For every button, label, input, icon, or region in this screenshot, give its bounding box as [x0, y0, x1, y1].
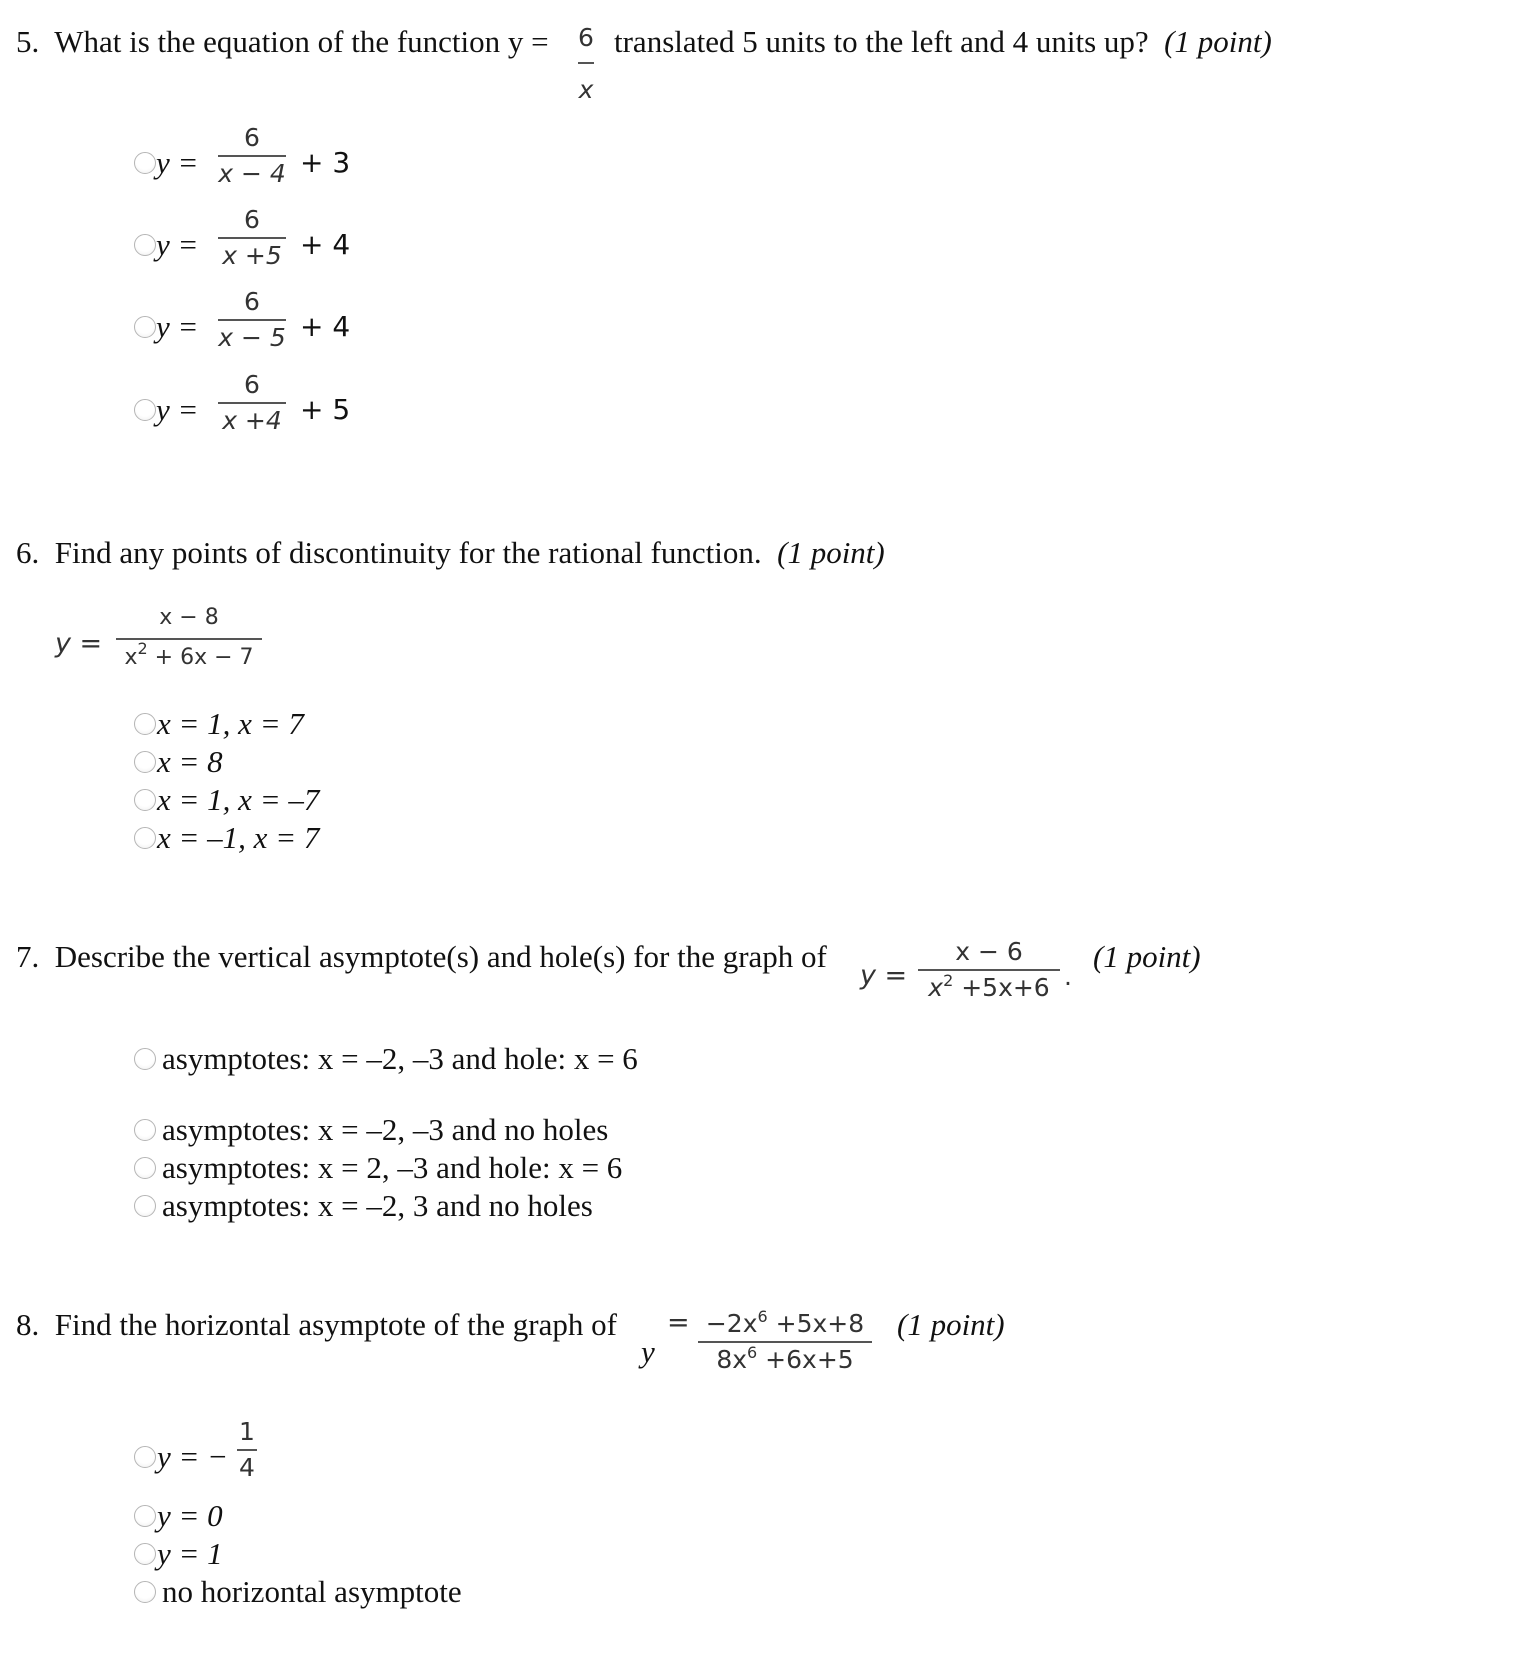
- fraction-denominator: [716, 1343, 854, 1374]
- fraction-bar: [237, 1449, 257, 1451]
- fraction-denominator: x +4: [222, 406, 282, 435]
- den-exponent: 6: [747, 1343, 758, 1362]
- fraction-denominator: x +5: [222, 241, 282, 270]
- question-text: Describe the vertical asymptote(s) and hole(s) for the graph of: [54, 939, 827, 974]
- equation-equals: =: [667, 1307, 690, 1338]
- option-fraction: [237, 1418, 257, 1482]
- equation-lhs: y =: [55, 628, 103, 659]
- points-label: (1 point): [897, 1307, 1005, 1342]
- den-base: x: [124, 645, 138, 670]
- num-exponent: 6: [757, 1307, 768, 1326]
- fraction-bar: [918, 969, 1060, 971]
- question-number: 8.: [16, 1307, 40, 1342]
- option-label: asymptotes: x = –2, –3 and hole: x = 6: [162, 1041, 638, 1076]
- option-label: asymptotes: x = 2, –3 and hole: x = 6: [162, 1150, 623, 1185]
- option-label: x = 8: [157, 744, 223, 779]
- points-label: (1 point): [1093, 939, 1201, 974]
- option-fraction: [218, 371, 286, 435]
- fraction-bar: [698, 1341, 872, 1343]
- equation-fraction: [918, 938, 1060, 1002]
- option-label: x = 1, x = –7: [157, 782, 320, 817]
- radio-q7-option-1[interactable]: [134, 1048, 156, 1070]
- num-term: −2x: [705, 1309, 758, 1338]
- fraction-numerator: [705, 1307, 865, 1338]
- fraction-bar: [218, 155, 286, 157]
- fraction-numerator: 1: [239, 1417, 255, 1446]
- radio-q5-option-2[interactable]: [134, 234, 156, 256]
- option-lhs-text: y =: [156, 392, 199, 427]
- option-rhs: + 5: [300, 393, 351, 426]
- fraction-bar: [578, 62, 594, 64]
- question-number: 7.: [16, 939, 40, 974]
- question-text: Find any points of discontinuity for the rational function.: [54, 535, 762, 570]
- option-label: asymptotes: x = –2, 3 and no holes: [162, 1188, 593, 1223]
- option-lhs-text: y =: [156, 309, 199, 344]
- den-term: 8x: [716, 1345, 748, 1374]
- question-7-prompt: [16, 939, 827, 975]
- equation-fraction: [116, 604, 262, 672]
- option-fraction: [218, 288, 286, 352]
- option-lhs-text: y =: [156, 227, 199, 262]
- radio-q8-option-2[interactable]: [134, 1505, 156, 1527]
- den-base: x: [928, 973, 944, 1002]
- fraction-denominator: 4: [239, 1453, 255, 1482]
- radio-q8-option-3[interactable]: [134, 1543, 156, 1565]
- den-rest: + 6x − 7: [147, 645, 254, 670]
- radio-q8-option-1[interactable]: [134, 1446, 156, 1468]
- num-rest: +5x+8: [767, 1309, 865, 1338]
- radio-q5-option-1[interactable]: [134, 152, 156, 174]
- points-label: (1 point): [777, 535, 885, 570]
- radio-q6-option-2[interactable]: [134, 751, 156, 773]
- question-5-prompt: [16, 24, 549, 60]
- question-text-cont: translated 5 units to the left and 4 units up?: [614, 24, 1149, 59]
- question-5-prompt-cont: [614, 24, 1272, 60]
- option-fraction: [218, 124, 286, 188]
- equation-fraction: [698, 1307, 872, 1374]
- question-text: What is the equation of the function y =: [54, 24, 549, 59]
- fraction-bar: [218, 237, 286, 239]
- option-lhs: y = −: [157, 1439, 229, 1474]
- fraction-bar: [218, 402, 286, 404]
- question-text: Find the horizontal asymptote of the graph of: [54, 1307, 617, 1342]
- option-lhs: [156, 392, 198, 428]
- option-lhs-text: y =: [156, 145, 199, 180]
- radio-q6-option-3[interactable]: [134, 789, 156, 811]
- question-number: 6.: [16, 535, 40, 570]
- fraction-denominator: [928, 971, 1050, 1002]
- radio-q8-option-4[interactable]: [134, 1581, 156, 1603]
- option-fraction: [218, 206, 286, 270]
- option-label: no horizontal asymptote: [162, 1574, 462, 1609]
- den-rest: +6x+5: [757, 1345, 854, 1374]
- fraction-numerator: 6: [244, 370, 260, 399]
- question-number: 5.: [16, 24, 40, 59]
- fraction-denominator: x − 4: [218, 159, 286, 188]
- radio-q7-option-2[interactable]: [134, 1119, 156, 1141]
- radio-q7-option-3[interactable]: [134, 1157, 156, 1179]
- radio-q6-option-4[interactable]: [134, 827, 156, 849]
- option-lhs: [156, 227, 198, 263]
- fraction-numerator: 6: [244, 205, 260, 234]
- equation-period: .: [1064, 962, 1072, 991]
- points-label: (1 point): [1164, 24, 1272, 59]
- fraction-bar: [218, 319, 286, 321]
- fraction-denominator: x − 5: [218, 323, 286, 352]
- question-8-prompt: [16, 1307, 617, 1343]
- den-rest: +5x+6: [953, 973, 1050, 1002]
- radio-q5-option-4[interactable]: [134, 399, 156, 421]
- equation-lhs-var: y: [641, 1334, 655, 1369]
- fraction-numerator: 6: [244, 123, 260, 152]
- option-rhs: + 3: [300, 146, 351, 179]
- fraction-numerator: x − 6: [955, 937, 1023, 966]
- radio-q5-option-3[interactable]: [134, 316, 156, 338]
- radio-q6-option-1[interactable]: [134, 713, 156, 735]
- fraction-denominator: [124, 639, 254, 672]
- option-rhs: + 4: [300, 228, 351, 261]
- option-lhs: [156, 145, 198, 181]
- option-label: x = 1, x = 7: [157, 706, 304, 741]
- option-rhs: + 4: [300, 310, 351, 343]
- question-6-prompt: [16, 535, 885, 571]
- equation-lhs: y =: [860, 960, 908, 991]
- fraction-numerator: x − 8: [159, 605, 219, 630]
- inline-fraction: [574, 24, 598, 104]
- radio-q7-option-4[interactable]: [134, 1195, 156, 1217]
- option-label: x = –1, x = 7: [157, 820, 320, 855]
- fraction-denominator: x: [578, 75, 594, 104]
- fraction-numerator: 6: [578, 23, 594, 52]
- option-label: y = 0: [157, 1498, 223, 1533]
- den-exponent: 2: [137, 639, 148, 658]
- fraction-numerator: 6: [244, 287, 260, 316]
- den-exponent: 2: [943, 971, 954, 990]
- option-lhs: [156, 309, 198, 345]
- option-label: asymptotes: x = –2, –3 and no holes: [162, 1112, 609, 1147]
- option-label: y = 1: [157, 1536, 223, 1571]
